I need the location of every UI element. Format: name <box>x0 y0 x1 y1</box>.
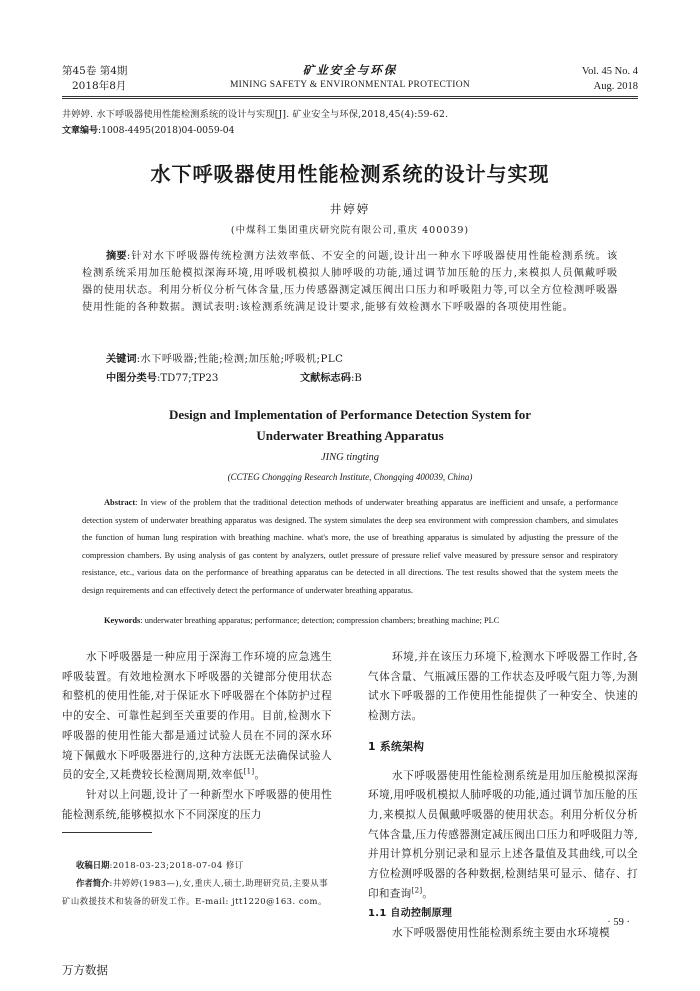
citation: 井婷婷. 水下呼吸器使用性能检测系统的设计与实现[J]. 矿业安全与环保,2018,45(4):59-62. <box>62 109 449 120</box>
abstract-en <box>82 494 618 600</box>
article-number-value: :1008-4495(2018)04-0059-04 <box>98 125 235 136</box>
abstract-cn <box>82 248 618 316</box>
body-paragraph-end: 。 <box>254 769 266 782</box>
header-volume-en-block <box>582 64 638 94</box>
subsection-heading: 1.1 自动控制原理 <box>368 908 453 920</box>
header-journal-title <box>62 62 638 92</box>
header-volume: 第45卷 第4期 <box>62 65 128 77</box>
body-paragraph: 针对以上问题,设计了一种新型水下呼吸器的使用性能检测系统,能够模拟水下不同深度的压力 <box>62 788 332 821</box>
classification-label: 中图分类号 <box>106 373 157 384</box>
abstract-en-label: Abstract <box>104 498 136 507</box>
paper-title-en-line1: Design and Implementation of Performance Detection System for <box>168 407 532 422</box>
header-date-en: Aug. 2018 <box>593 81 638 92</box>
journal-name-en: MINING SAFETY & ENVIRONMENTAL PROTECTION <box>229 80 471 90</box>
author-cn: 井婷婷 <box>329 202 371 216</box>
footnote-bio-label: 作者简介 <box>76 878 110 888</box>
article-number-label: 文章编号 <box>62 126 99 136</box>
footnote-received-label: 收稿日期 <box>76 860 110 870</box>
keywords-en-label: Keywords <box>104 616 141 625</box>
body-paragraph: 水下呼吸器使用性能检测系统主要由水环境模 <box>392 927 610 940</box>
header-date: 2018年8月 <box>72 80 127 92</box>
footnote-rule <box>62 832 152 833</box>
article-number <box>62 124 235 138</box>
keywords-cn-label: 关键词 <box>106 354 137 365</box>
paper-title-en-line2: Underwater Breathing Apparatus <box>256 428 444 443</box>
abstract-cn-text: :针对水下呼吸器传统检测方法效率低、不安全的问题,设计出一种水下呼吸器使用性能检测系统。该检测系统采用加压舱模拟深海环境,用呼吸机模拟人肺呼吸的功能,通过调节加压舱的压力,来模拟人员佩戴呼吸器的使用状态。利用分析仪分析气体含量,压力传感器测定减压阀出口压力和呼吸阻力等,可以全方位检测呼吸器使用性能的各种数据。测试表明:该检测系统满足设计要求,能够有效检测水下呼吸器的各项使用性能。 <box>82 251 619 313</box>
header-volume-en: Vol. 45 No. 4 <box>581 66 638 77</box>
body-paragraph-text: 水下呼吸器是一种应用于深海工作环境的应急逃生呼吸装置。有效地检测水下呼吸器的关键部分使用状态和整机的使用性能,对于保证水下呼吸器在个体防护过程中的安全、可靠性起到至关重要的作用。目前,检测水下呼吸器的使用性能大都是通过试验人员在不同的深水环境下佩戴水下呼吸器进行的,这种方法既无法确保试验人员的安全,又耗费较长检测周期,效率低 <box>62 651 332 782</box>
abstract-cn-label: 摘要 <box>106 251 127 262</box>
footnote-bio-text: :井婷婷(1983—),女,重庆人,硕士,助理研究员,主要从事矿山救援技术和装备的研发工作。E-mail: jtt1220@163. com。 <box>62 878 329 906</box>
body-column-left <box>62 648 332 825</box>
abstract-en-text: : In view of the problem that the traditional detection methods of underwater breathing apparatus are inefficient and unsafe, a performance detection system of underwater breathing apparatus was designed. The system simulates the deep sea environment with compression chambers, and simulates the function of human lung respiration with breathing machine. what's more, the use of breathing apparatus is simulated by adjusting the pressure of the compression chambers. By using analysis of gas content by analyzers, outlet pressure of pressure relief valve measured by pressure sensor and respiratory resistance, etc., various data on the performance of breathing apparatus can be detected in all directions. The test results showed that the system meets the design requirements and can effectively detect the performance of underwater breathing apparatus. <box>82 498 618 595</box>
journal-header <box>62 60 638 94</box>
body-paragraph <box>368 767 638 905</box>
footnote-author-bio <box>62 874 332 910</box>
body-column-right <box>368 648 638 944</box>
section-heading: 1 系统架构 <box>368 739 425 753</box>
classification-number <box>106 369 218 384</box>
journal-name-cn: 矿业安全与环保 <box>302 63 398 77</box>
author-en: JING tingting <box>320 452 380 463</box>
document-code-value: :B <box>350 373 362 384</box>
body-paragraph <box>62 648 332 786</box>
keywords-en <box>104 616 499 625</box>
watermark-text: 万方数据 <box>62 963 108 977</box>
keywords-cn-text: :水下呼吸器;性能;检测;加压舱;呼吸机;PLC <box>136 354 344 365</box>
affiliation-cn: (中煤科工集团重庆研究院有限公司,重庆 400039) <box>230 225 470 236</box>
page-number: · 59 · <box>607 917 630 928</box>
paper-title-cn: 水下呼吸器使用性能检测系统的设计与实现 <box>150 162 550 186</box>
document-code <box>300 369 362 384</box>
body-paragraph: 环境,并在该压力环境下,检测水下呼吸器工作时,各气体含量、气瓶减压器的工作状态及呼吸气阻力等,为测试水下呼吸器的工作使用性能提供了一种安全、快速的检测方法。 <box>368 651 638 723</box>
classification-value: :TD77;TP23 <box>156 373 219 384</box>
body-paragraph-end: 。 <box>422 887 434 900</box>
header-rule-top <box>62 96 638 97</box>
citation-ref: [1] <box>243 767 255 776</box>
keywords-en-text: : underwater breathing apparatus; performance; detection; compression chambers; breathing machine; PLC <box>140 616 500 625</box>
document-code-label: 文献标志码 <box>300 373 351 384</box>
body-paragraph-text: 水下呼吸器使用性能检测系统是用加压舱模拟深海环境,用呼吸机模拟人肺呼吸的功能,通过调节加压舱的压力,来模拟人员佩戴呼吸器的使用状态。利用分析仪分析气体含量,压力传感器测定减压阀出口压力和呼吸阻力等,并用计算机分别记录和显示上述各量值及其曲线,可以全方位检测呼吸器的各种数据,检测结果可显示、储存、打印和查询 <box>368 769 638 900</box>
header-rule-bottom <box>62 98 638 99</box>
footnotes <box>62 856 332 910</box>
paper-title-en <box>0 404 700 446</box>
citation-ref: [2] <box>411 886 423 895</box>
keywords-cn <box>106 350 343 365</box>
footnote-received-text: :2018-03-23;2018-07-04 修订 <box>109 860 244 870</box>
footnote-received <box>62 856 332 874</box>
affiliation-en: (CCTEG Chongqing Research Institute, Chongqing 400039, China) <box>227 472 473 482</box>
